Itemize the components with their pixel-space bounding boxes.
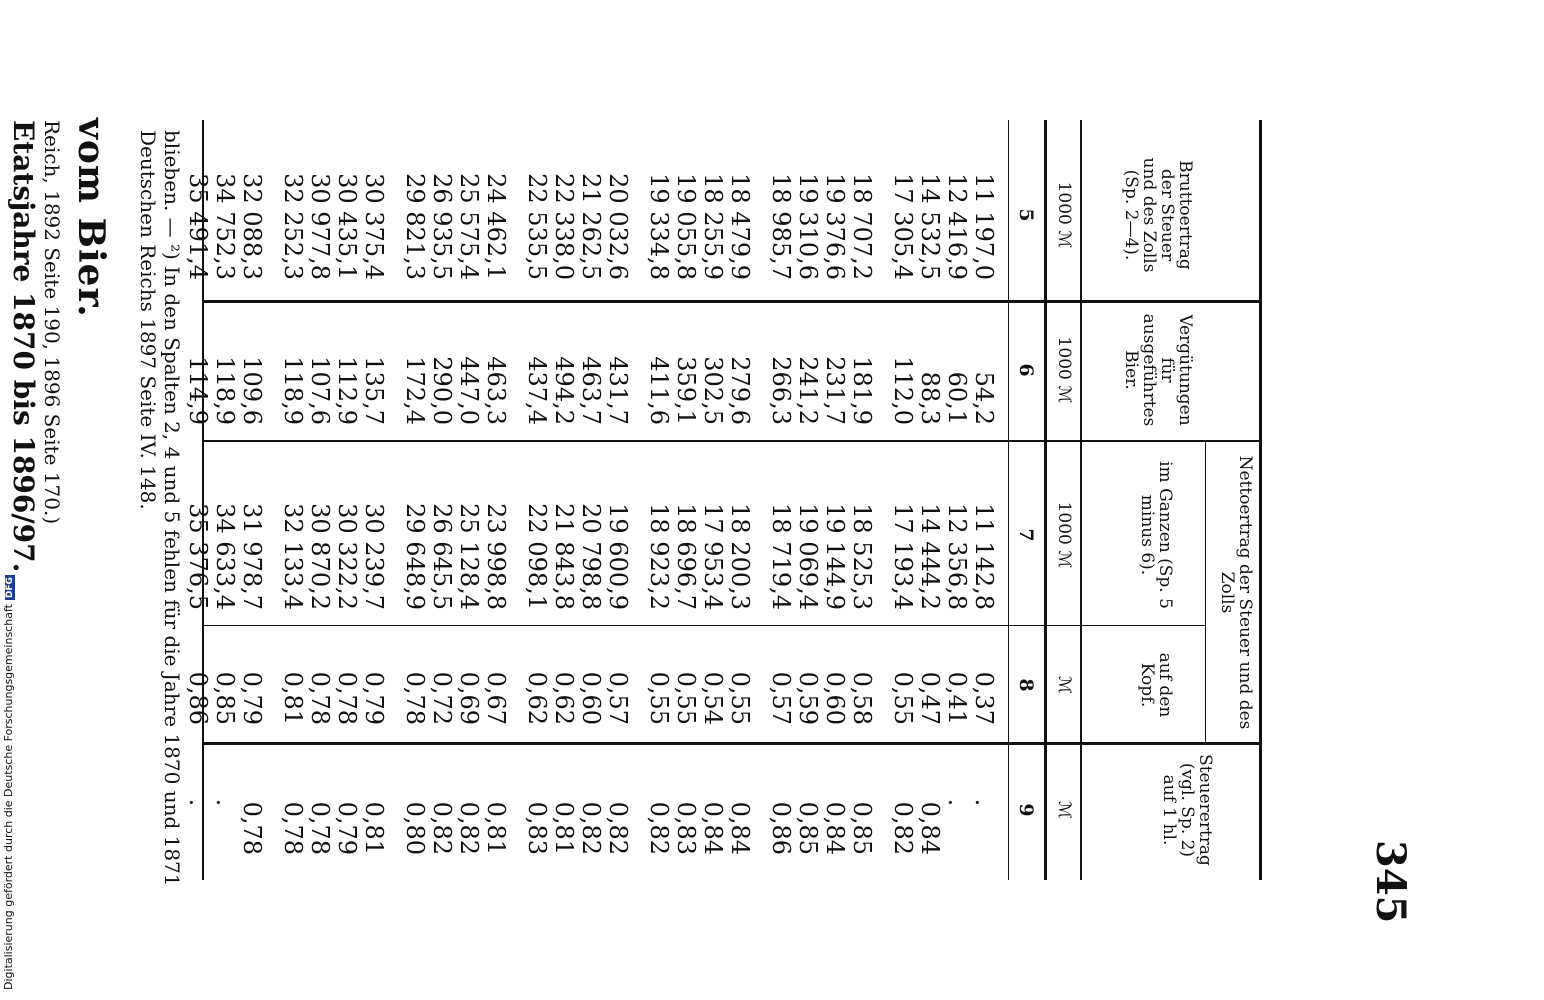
cell-r6-c9: 0,84 <box>821 801 849 855</box>
cell-r23-c5: 30 977,8 <box>306 173 334 280</box>
cell-r7-c8: 0,59 <box>794 671 822 725</box>
group-rule <box>1205 442 1206 742</box>
cell-r27-c9: . <box>184 798 212 807</box>
cell-r12-c5: 19 334,8 <box>645 173 673 280</box>
cell-r2-c5: 12 416,9 <box>943 173 971 280</box>
cell-r22-c6: 112,9 <box>333 356 361 425</box>
cell-r20-c5: 29 821,3 <box>401 173 429 280</box>
cell-r2-c7: 12 356,8 <box>943 503 971 610</box>
cell-r24-c5: 32 252,3 <box>279 173 307 280</box>
cell-r23-c9: 0,78 <box>306 801 334 855</box>
cell-r5-c9: 0,85 <box>848 801 876 855</box>
cell-r1-c7: 11 142,8 <box>970 503 998 610</box>
cell-r12-c6: 411,6 <box>645 356 673 425</box>
cell-r23-c8: 0,78 <box>306 671 334 725</box>
cell-r3-c9: 0,84 <box>916 801 944 855</box>
cell-r17-c8: 0,67 <box>482 671 510 725</box>
cell-r27-c8: 0,86 <box>184 671 212 725</box>
col-sep-1 <box>202 300 1262 303</box>
cell-r4-c6: 112,0 <box>889 356 917 425</box>
cell-r15-c5: 22 338,0 <box>550 173 578 280</box>
sidebar-credit <box>2 575 15 990</box>
sidebar-credit-text: Digitalisierung gefördert durch die Deutsche Forschungsgemeinschaft <box>2 604 15 990</box>
column-number-rule <box>1044 120 1047 880</box>
cell-r10-c5: 18 255,9 <box>699 173 727 280</box>
col-sep-4 <box>202 742 1262 745</box>
col5-number: 5 <box>1015 208 1037 222</box>
cell-r12-c9: 0,82 <box>645 801 673 855</box>
cell-r6-c8: 0,60 <box>821 671 849 725</box>
cell-r3-c8: 0,47 <box>916 671 944 725</box>
cell-r16-c7: 22 098,1 <box>523 503 551 610</box>
cell-r3-c7: 14 444,2 <box>916 503 944 610</box>
cell-r9-c5: 18 479,9 <box>726 173 754 280</box>
col6-header: Vergütungen für ausgeführtes Bier. <box>1121 313 1195 427</box>
cell-r14-c6: 463,7 <box>577 356 605 425</box>
cell-r14-c5: 21 262,5 <box>577 173 605 280</box>
cell-r14-c7: 20 798,8 <box>577 503 605 610</box>
col8-header: auf den Kopf. <box>1137 652 1175 718</box>
cell-r9-c7: 18 200,3 <box>726 503 754 610</box>
cell-r26-c7: 34 633,4 <box>211 503 239 610</box>
cell-r27-c7: 35 376,5 <box>184 503 212 610</box>
cell-r10-c9: 0,84 <box>699 801 727 855</box>
cell-r6-c7: 19 144,9 <box>821 503 849 610</box>
source-reference: Reich, 1892 Seite 190, 1896 Seite 170.) <box>40 120 64 525</box>
section-title: vom Bier. <box>70 118 112 318</box>
cell-r17-c9: 0,81 <box>482 801 510 855</box>
cell-r16-c9: 0,83 <box>523 801 551 855</box>
cell-r18-c6: 447,0 <box>455 356 483 425</box>
cell-r21-c9: 0,81 <box>360 801 388 855</box>
col8-number: 8 <box>1015 678 1037 692</box>
cell-r24-c9: 0,78 <box>279 801 307 855</box>
cell-r18-c5: 25 575,4 <box>455 173 483 280</box>
cell-r20-c7: 29 648,9 <box>401 503 429 610</box>
cell-r6-c6: 231,7 <box>821 356 849 425</box>
cell-r5-c8: 0,58 <box>848 671 876 725</box>
cell-r16-c5: 22 535,5 <box>523 173 551 280</box>
group-header: Nettoertrag der Steuer und des Zolls <box>1217 455 1255 730</box>
cell-r12-c7: 18 923,2 <box>645 503 673 610</box>
cell-r11-c9: 0,83 <box>672 801 700 855</box>
cell-r17-c7: 23 998,8 <box>482 503 510 610</box>
cell-r22-c8: 0,78 <box>333 671 361 725</box>
cell-r27-c6: 114,9 <box>184 356 212 425</box>
cell-r23-c6: 107,6 <box>306 356 334 425</box>
col6-number: 6 <box>1015 363 1037 377</box>
cell-r17-c5: 24 462,1 <box>482 173 510 280</box>
col8-unit: ℳ <box>1054 675 1074 695</box>
cell-r8-c7: 18 719,4 <box>767 503 795 610</box>
cell-r13-c6: 431,7 <box>604 356 632 425</box>
col5-unit: 1000 ℳ <box>1054 181 1074 249</box>
cell-r9-c8: 0,55 <box>726 671 754 725</box>
cell-r4-c9: 0,82 <box>889 801 917 855</box>
cell-r5-c5: 18 707,2 <box>848 173 876 280</box>
cell-r24-c6: 118,9 <box>279 356 307 425</box>
cell-r2-c8: 0,41 <box>943 671 971 725</box>
cell-r27-c5: 35 491,4 <box>184 173 212 280</box>
cell-r14-c8: 0,60 <box>577 671 605 725</box>
cell-r9-c9: 0,84 <box>726 801 754 855</box>
cell-r22-c7: 30 322,2 <box>333 503 361 610</box>
col6-unit: 1000 ℳ <box>1054 336 1074 404</box>
col7-number: 7 <box>1015 528 1037 542</box>
cell-r11-c5: 19 055,8 <box>672 173 700 280</box>
cell-r7-c5: 19 310,6 <box>794 173 822 280</box>
cell-r4-c7: 17 193,4 <box>889 503 917 610</box>
cell-r2-c6: 60,1 <box>943 371 971 425</box>
cell-r19-c8: 0,72 <box>428 671 456 725</box>
cell-r5-c7: 18 525,3 <box>848 503 876 610</box>
cell-r12-c8: 0,55 <box>645 671 673 725</box>
cell-r7-c7: 19 069,4 <box>794 503 822 610</box>
cell-r15-c9: 0,81 <box>550 801 578 855</box>
cell-r3-c6: 88,3 <box>916 371 944 425</box>
cell-r11-c6: 359,1 <box>672 356 700 425</box>
cell-r9-c6: 279,6 <box>726 356 754 425</box>
cell-r25-c5: 32 088,3 <box>238 173 266 280</box>
cell-r20-c8: 0,78 <box>401 671 429 725</box>
cell-r1-c5: 11 197,0 <box>970 173 998 280</box>
col9-header: Steuerertrag (vgl. Sp. 2) auf 1 hl. <box>1159 754 1215 866</box>
cell-r22-c9: 0,79 <box>333 801 361 855</box>
unit-rule <box>1008 120 1009 880</box>
cell-r18-c7: 25 128,4 <box>455 503 483 610</box>
cell-r23-c7: 30 870,2 <box>306 503 334 610</box>
cell-r22-c5: 30 435,1 <box>333 173 361 280</box>
cell-r8-c9: 0,86 <box>767 801 795 855</box>
cell-r10-c6: 302,5 <box>699 356 727 425</box>
cell-r15-c7: 21 843,8 <box>550 503 578 610</box>
cell-r16-c6: 437,4 <box>523 356 551 425</box>
table-top-rule <box>1259 120 1262 880</box>
cell-r3-c5: 14 532,5 <box>916 173 944 280</box>
col5-header: Bruttoertrag der Steuer und des Zolls (Sp. 2—4). <box>1121 157 1195 273</box>
cell-r25-c9: 0,78 <box>238 801 266 855</box>
cell-r26-c6: 118,9 <box>211 356 239 425</box>
page-number: 345 <box>1367 840 1414 924</box>
col7-unit: 1000 ℳ <box>1054 501 1074 569</box>
cell-r16-c8: 0,62 <box>523 671 551 725</box>
cell-r13-c9: 0,82 <box>604 801 632 855</box>
cell-r19-c6: 290,0 <box>428 356 456 425</box>
cell-r8-c5: 18 985,7 <box>767 173 795 280</box>
cell-r18-c9: 0,82 <box>455 801 483 855</box>
cell-r15-c6: 494,2 <box>550 356 578 425</box>
cell-r20-c9: 0,80 <box>401 801 429 855</box>
col-sep-2 <box>202 440 1262 442</box>
cell-r21-c6: 135,7 <box>360 356 388 425</box>
cell-r18-c8: 0,69 <box>455 671 483 725</box>
cell-r25-c6: 109,6 <box>238 356 266 425</box>
cell-r1-c9: . <box>970 798 998 807</box>
col-sep-3 <box>202 625 1206 626</box>
cell-r21-c5: 30 375,4 <box>360 173 388 280</box>
cell-r25-c8: 0,79 <box>238 671 266 725</box>
cell-r10-c7: 17 953,4 <box>699 503 727 610</box>
cell-r6-c5: 19 376,6 <box>821 173 849 280</box>
cell-r20-c6: 172,4 <box>401 356 429 425</box>
cell-r2-c9: . <box>943 798 971 807</box>
cell-r14-c9: 0,82 <box>577 801 605 855</box>
cell-r4-c8: 0,55 <box>889 671 917 725</box>
cell-r26-c9: . <box>211 798 239 807</box>
cell-r13-c5: 20 032,6 <box>604 173 632 280</box>
cell-r24-c7: 32 133,4 <box>279 503 307 610</box>
cell-r19-c9: 0,82 <box>428 801 456 855</box>
col9-unit: ℳ <box>1054 800 1074 820</box>
cell-r5-c6: 181,9 <box>848 356 876 425</box>
cell-r19-c7: 26 645,5 <box>428 503 456 610</box>
cell-r11-c8: 0,55 <box>672 671 700 725</box>
cell-r25-c7: 31 978,7 <box>238 503 266 610</box>
cell-r13-c8: 0,57 <box>604 671 632 725</box>
dfg-logo-icon: DFG <box>5 577 15 599</box>
footnote-line-1: blieben. — ²) In den Spalten 2, 4 und 5 fehlen für die Jahre 1870 und 1871 <box>160 130 184 887</box>
cell-r10-c8: 0,54 <box>699 671 727 725</box>
period-title: Etatsjahre 1870 bis 1896/97. <box>7 120 40 573</box>
cell-r26-c5: 34 752,3 <box>211 173 239 280</box>
cell-r1-c8: 0,37 <box>970 671 998 725</box>
cell-r1-c6: 54,2 <box>970 371 998 425</box>
cell-r8-c8: 0,57 <box>767 671 795 725</box>
cell-r24-c8: 0,81 <box>279 671 307 725</box>
cell-r4-c5: 17 305,4 <box>889 173 917 280</box>
cell-r21-c7: 30 239,7 <box>360 503 388 610</box>
cell-r15-c8: 0,62 <box>550 671 578 725</box>
footnote-line-2: Deutschen Reichs 1897 Seite IV. 148. <box>136 130 160 510</box>
header-bottom-rule <box>1080 120 1082 880</box>
cell-r21-c8: 0,79 <box>360 671 388 725</box>
cell-r26-c8: 0,85 <box>211 671 239 725</box>
cell-r13-c7: 19 600,9 <box>604 503 632 610</box>
cell-r19-c5: 26 935,5 <box>428 173 456 280</box>
cell-r7-c9: 0,85 <box>794 801 822 855</box>
cell-r11-c7: 18 696,7 <box>672 503 700 610</box>
col7-header: im Ganzen (Sp. 5 minus 6). <box>1137 461 1175 609</box>
cell-r8-c6: 266,3 <box>767 356 795 425</box>
col9-number: 9 <box>1015 803 1037 817</box>
cell-r17-c6: 463,3 <box>482 356 510 425</box>
cell-r7-c6: 241,2 <box>794 356 822 425</box>
